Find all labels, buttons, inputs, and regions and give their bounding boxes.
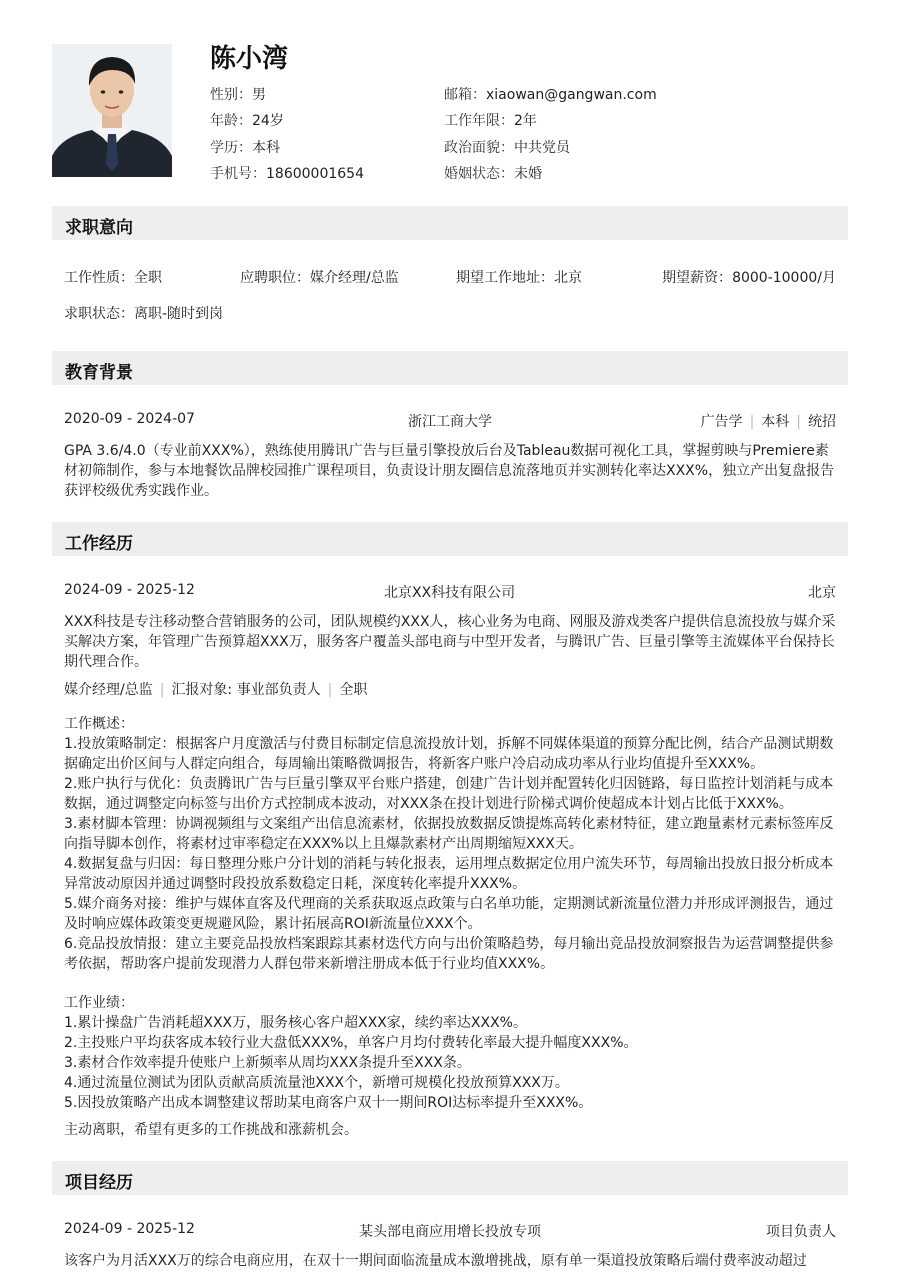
- info-phone: [210, 163, 364, 183]
- education-degree: 本科: [761, 414, 790, 430]
- project-period: 2024-09 - 2025-12: [64, 1221, 195, 1237]
- info-key: 政治面貌：: [444, 140, 514, 156]
- person-photo-icon: [52, 44, 172, 177]
- education-major-line: [701, 411, 836, 431]
- info-value: xiaowan@gangwan.com: [486, 87, 657, 103]
- intent-key: 求职状态：: [64, 306, 134, 322]
- work-overview-title: 工作概述：: [64, 716, 134, 732]
- work-tag: 媒介经理/总监: [64, 682, 153, 698]
- info-value: 男: [252, 87, 266, 103]
- education-type: 统招: [808, 414, 836, 430]
- work-company-intro: XXX科技是专注移动整合营销服务的公司，团队规模约XXX人，核心业务为电商、网服及游戏类客户提供信息流投放与媒介采买解决方案，年管理广告预算超XXX万，服务客户覆盖头部电商与中型开发者，与腾讯广告、巨量引擎等主流媒体平台保持长期代理合作。: [64, 614, 836, 670]
- work-overview-item: 4.数据复盘与归因：每日整理分账户分计划的消耗与转化报表，运用埋点数据定位用户流失环节，每周输出投放日报分析成本异常波动原因并通过调整时段投放系数稳定日耗，深度转化率提升XXX%。: [64, 856, 834, 892]
- work-tags: [64, 679, 367, 699]
- info-education: [210, 137, 280, 157]
- intent-key: 应聘职位：: [240, 270, 310, 286]
- info-value: 24岁: [252, 113, 284, 129]
- info-key: 邮箱：: [444, 87, 486, 103]
- education-period: 2020-09 - 2024-07: [64, 411, 195, 427]
- intent-value: 全职: [134, 270, 162, 286]
- work-achievement-item: 2.主投账户平均获客成本较行业大盘低XXX%，单客户月均付费转化率最大提升幅度XXX%。: [64, 1035, 638, 1051]
- work-leave-reason: 主动离职，希望有更多的工作挑战和涨薪机会。: [64, 1122, 358, 1138]
- divider: |: [749, 414, 755, 430]
- intent-key: 期望工作地址：: [456, 270, 554, 286]
- work-achievement-item: 3.素材合作效率提升使账户上新频率从周均XXX条提升至XXX条。: [64, 1055, 471, 1071]
- section-header-work: [52, 522, 848, 556]
- info-value: 2年: [514, 113, 537, 129]
- info-key: 工作年限：: [444, 113, 514, 129]
- info-value: 本科: [252, 140, 280, 156]
- work-company: 北京XX科技有限公司: [384, 585, 516, 601]
- intent-status: [64, 303, 223, 323]
- info-key: 婚姻状态：: [444, 166, 514, 182]
- section-header-project: [52, 1161, 848, 1195]
- intent-value: 8000-10000/月: [732, 270, 836, 286]
- work-achievements: [64, 993, 836, 1113]
- work-period: 2024-09 - 2025-12: [64, 582, 195, 598]
- intent-value: 北京: [554, 270, 582, 286]
- divider: |: [796, 414, 801, 430]
- project-description: 该客户为月活XXX万的综合电商应用，在双十一期间面临流量成本激增挑战，原有单一渠道投放策略后端付费率波动超过: [64, 1253, 807, 1269]
- section-title: 求职意向: [65, 218, 133, 238]
- work-achievement-item: 1.累计操盘广告消耗超XXX万，服务核心客户超XXX家，续约率达XXX%。: [64, 1015, 527, 1031]
- work-achievement-item: 4.通过流量位测试为团队贡献高质流量池XXX个，新增可规模化投放预算XXX万。: [64, 1075, 569, 1091]
- info-gender: [210, 84, 266, 104]
- work-tag: 全职: [339, 682, 368, 698]
- info-marital-status: [444, 163, 542, 183]
- avatar: [52, 44, 172, 177]
- intent-value: 离职-随时到岗: [134, 306, 224, 322]
- work-overview: [64, 714, 836, 974]
- intent-key: 期望薪资：: [662, 270, 733, 286]
- work-tag: 汇报对象: 事业部负责人: [171, 682, 321, 698]
- section-title: 教育背景: [65, 363, 133, 383]
- intent-salary: [662, 267, 836, 287]
- work-overview-item: 2.账户执行与优化：负责腾讯广告与巨量引擎双平台账户搭建，创建广告计划并配置转化归因链路，每日监控计划消耗与成本数据，通过调整定向标签与出价方式控制成本波动，对XXX条在投计划进行阶梯式调价使超成本计划占比低于XXX%。: [64, 776, 834, 812]
- intent-job-type: [64, 267, 162, 287]
- info-key: 手机号：: [210, 166, 266, 182]
- divider: |: [159, 682, 165, 698]
- section-title: 项目经历: [65, 1173, 133, 1193]
- intent-value: 媒介经理/总监: [310, 270, 399, 286]
- info-value: 18600001654: [266, 166, 364, 182]
- info-value: 中共党员: [514, 140, 570, 156]
- work-overview-item: 5.媒介商务对接：维护与媒体直客及代理商的关系获取返点政策与白名单功能，定期测试新流量位潜力并形成评测报告，通过及时响应媒体政策变更规避风险，累计拓展高ROI新流量位XXX个。: [64, 896, 834, 932]
- intent-position: [240, 267, 399, 287]
- info-email: [444, 84, 657, 104]
- info-key: 年龄：: [210, 113, 252, 129]
- intent-key: 工作性质：: [64, 270, 134, 286]
- candidate-name: 陈小湾: [210, 44, 289, 74]
- work-achievement-item: 5.因投放策略产出成本调整建议帮助某电商客户双十一期间ROI达标率提升至XXX%。: [64, 1095, 593, 1111]
- work-overview-item: 3.素材脚本管理：协调视频组与文案组产出信息流素材，依据投放数据反馈提炼高转化素材特征，建立跑量素材元素标签库反向指导脚本创作，将素材过审率稳定在XXX%以上且爆款素材产出周期缩短XXX天。: [64, 816, 834, 852]
- info-key: 性别：: [210, 87, 252, 103]
- intent-location: [456, 267, 582, 287]
- education-major: 广告学: [700, 414, 743, 430]
- divider: |: [327, 682, 333, 698]
- info-age: [210, 110, 284, 130]
- work-overview-item: 1.投放策略制定：根据客户月度激活与付费目标制定信息流投放计划，拆解不同媒体渠道的预算分配比例，结合产品测试期数据确定出价区间与人群定向组合，每周输出策略微调报告，将新客户账户冷启动成功率从行业均值提升至XXX%。: [64, 736, 834, 772]
- education-school: 浙江工商大学: [408, 414, 492, 430]
- section-title: 工作经历: [65, 534, 133, 554]
- info-key: 学历：: [210, 140, 252, 156]
- info-work-years: [444, 110, 537, 130]
- work-achievements-title: 工作业绩：: [64, 995, 134, 1011]
- project-name: 某头部电商应用增长投放专项: [359, 1224, 541, 1240]
- section-header-education: [52, 351, 848, 385]
- work-overview-item: 6.竞品投放情报：建立主要竞品投放档案跟踪其素材迭代方向与出价策略趋势，每月输出竞品投放洞察报告为运营调整提供参考依据，帮助客户提前发现潜力人群包带来新增注册成本低于行业均值XXX%。: [64, 936, 834, 972]
- info-value: 未婚: [514, 166, 542, 182]
- project-role: 项目负责人: [766, 1224, 836, 1240]
- section-header-intent: [52, 206, 848, 240]
- work-city: 北京: [808, 585, 836, 601]
- education-description: GPA 3.6/4.0（专业前XXX%），熟练使用腾讯广告与巨量引擎投放后台及Tableau数据可视化工具，掌握剪映与Premiere素材初筛制作，参与本地餐饮品牌校园推广课程项目，负责设计朋友圈信息流落地页并实测转化率达XXX%，独立产出复盘报告获评校级优秀实践作业。: [64, 443, 835, 499]
- info-political-status: [444, 137, 570, 157]
